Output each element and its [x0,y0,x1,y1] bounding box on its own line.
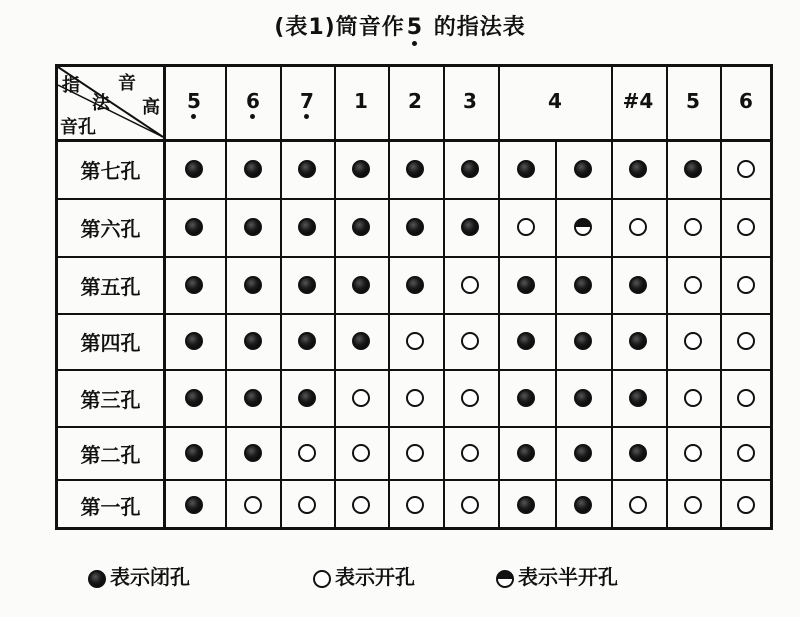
grid-hline [58,198,770,200]
open-hole-icon [352,444,370,462]
grid-vline [443,67,445,527]
corner-label-yin: 音 [118,73,136,94]
legend-open-label: 表示开孔 [335,565,415,589]
closed-hole-icon [574,276,592,294]
fingering-table [55,64,773,530]
closed-hole-icon [185,332,203,350]
corner-label-gao: 高 [142,97,160,118]
closed-hole-icon [244,276,262,294]
closed-hole-icon [244,389,262,407]
note-header [613,89,663,113]
row-label: 第一孔 [80,494,141,519]
note-header [668,89,718,113]
note-label: 7 [300,89,314,113]
closed-hole-icon [517,496,535,514]
open-hole-icon [406,444,424,462]
note-header [228,89,278,113]
legend [88,562,728,598]
closed-hole-icon [517,332,535,350]
closed-hole-icon [461,218,479,236]
row-label: 第六孔 [80,217,141,241]
note-label: 5 [686,89,700,113]
note-header [336,89,386,113]
closed-hole-icon [244,332,262,350]
corner-label-zhi: 指 [62,75,80,96]
grid-hline [58,313,770,315]
grid-vline [611,67,613,527]
open-hole-icon [406,496,424,514]
legend-open [313,562,415,592]
closed-hole-icon [629,389,647,407]
open-hole-icon [461,389,479,407]
title-prefix: (表1)筒音作 [274,15,405,40]
title-suffix: 的指法表 [425,15,526,40]
note-label: 6 [246,89,260,113]
closed-hole-icon [298,160,316,178]
open-hole-icon [684,496,702,514]
closed-hole-icon [244,218,262,236]
half-hole-icon [574,218,592,236]
closed-hole-icon [574,389,592,407]
row-label: 第五孔 [80,274,141,299]
open-hole-icon [684,332,702,350]
closed-hole-icon [574,332,592,350]
closed-hole-icon [629,160,647,178]
grid-vline [666,67,668,527]
closed-hole-icon [352,160,370,178]
closed-hole-icon [406,218,424,236]
note-header [169,89,219,113]
closed-hole-icon [185,496,203,514]
open-hole-icon [737,332,755,350]
note-label: 1 [354,89,368,113]
note-header [445,89,495,113]
closed-hole-icon [352,276,370,294]
open-hole-icon [406,332,424,350]
open-hole-icon [406,389,424,407]
note-label: 5 [187,89,201,113]
open-hole-icon [461,332,479,350]
open-hole-icon [684,218,702,236]
open-hole-icon [461,276,479,294]
legend-half [496,562,618,592]
closed-hole-icon [629,276,647,294]
closed-hole-icon [406,160,424,178]
grid-vline [280,67,282,527]
open-hole-icon [461,444,479,462]
note-header [530,89,580,113]
closed-hole-icon [185,389,203,407]
grid-hline [58,256,770,258]
closed-hole-icon [574,444,592,462]
grid-vline [720,67,722,527]
open-hole-icon [352,496,370,514]
open-hole-icon [244,496,262,514]
legend-closed [88,562,190,592]
note-label: #4 [622,89,654,113]
grid-vline [225,67,227,527]
grid-hline [58,426,770,428]
note-header [282,89,332,113]
note-header [390,89,440,113]
note-label: 2 [408,89,422,113]
corner-label-hole: 音孔 [60,117,96,138]
note-label: 4 [548,89,562,113]
closed-hole-icon [185,276,203,294]
open-hole-icon [737,160,755,178]
closed-hole-icon [574,496,592,514]
closed-hole-icon [406,276,424,294]
closed-hole-icon [244,160,262,178]
row-label: 第二孔 [80,442,141,467]
corner-label-fa: 法 [92,93,110,114]
closed-hole-icon [244,444,262,462]
closed-hole-icon [298,276,316,294]
closed-hole-icon [352,332,370,350]
closed-hole-icon [517,276,535,294]
closed-hole-icon [517,389,535,407]
title-note: 5 [406,15,424,40]
closed-hole-icon [629,444,647,462]
closed-hole-icon [185,218,203,236]
closed-hole-icon [298,332,316,350]
open-hole-icon [352,389,370,407]
closed-hole-icon [298,389,316,407]
legend-half-label: 表示半开孔 [518,565,618,589]
row-label: 第四孔 [80,331,141,355]
closed-hole-icon [517,160,535,178]
open-hole-icon [737,276,755,294]
grid-vline [498,67,500,527]
open-hole-icon [737,218,755,236]
closed-hole-icon [352,218,370,236]
legend-closed-label: 表示闭孔 [110,565,190,589]
grid-vline [388,67,390,527]
grid-vline [163,67,166,527]
note-label: 6 [739,89,753,113]
half-hole-icon [496,570,514,588]
grid-hline [58,139,770,142]
closed-hole-icon [461,160,479,178]
closed-hole-icon [298,218,316,236]
note-header [721,89,771,113]
grid-hline [58,479,770,481]
closed-hole-icon [517,444,535,462]
open-hole-icon [313,570,331,588]
open-hole-icon [684,389,702,407]
page-title [0,10,800,41]
open-hole-icon [298,444,316,462]
open-hole-icon [737,389,755,407]
open-hole-icon [517,218,535,236]
closed-hole-icon [629,332,647,350]
open-hole-icon [684,444,702,462]
open-hole-icon [298,496,316,514]
closed-hole-icon [684,160,702,178]
grid-hline [58,369,770,371]
closed-hole-icon [574,160,592,178]
closed-hole-icon [185,160,203,178]
open-hole-icon [461,496,479,514]
open-hole-icon [684,276,702,294]
open-hole-icon [737,496,755,514]
note-label: 3 [463,89,477,113]
open-hole-icon [629,218,647,236]
row-label: 第七孔 [80,158,141,183]
grid-vline [334,67,336,527]
open-hole-icon [629,496,647,514]
row-label: 第三孔 [80,387,141,412]
closed-hole-icon [185,444,203,462]
closed-hole-icon [88,570,106,588]
open-hole-icon [737,444,755,462]
